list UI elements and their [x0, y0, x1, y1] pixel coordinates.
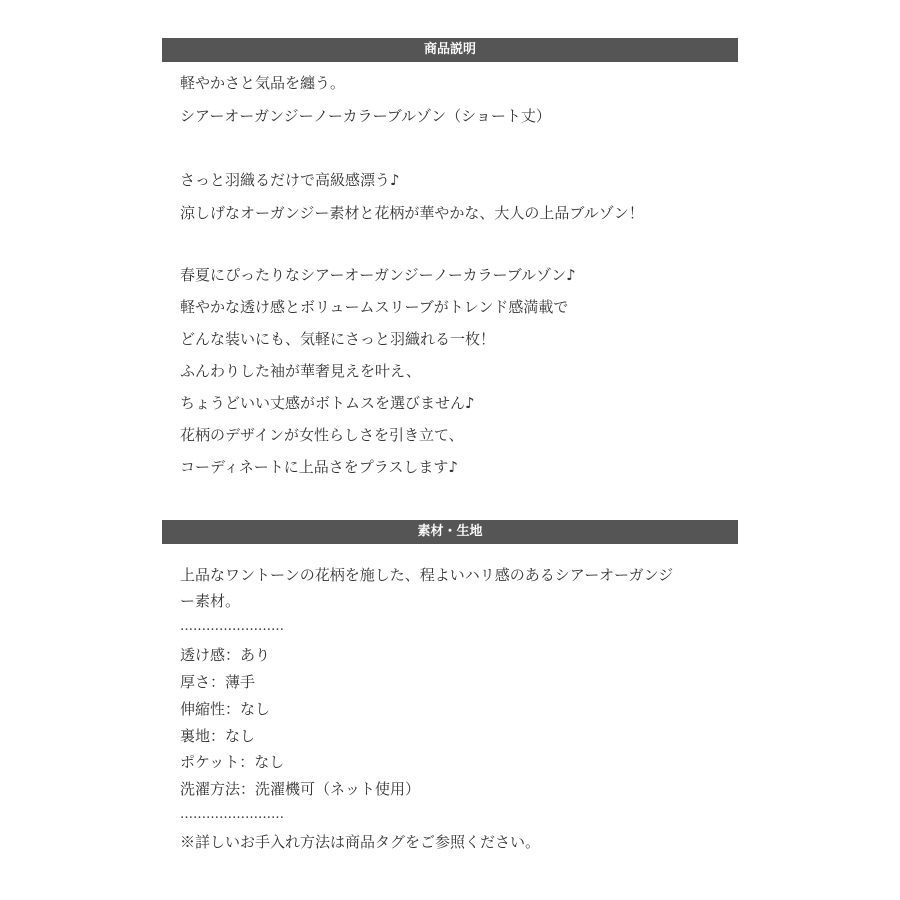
dotted-divider: …………………… — [180, 619, 284, 634]
description-line: どんな装いにも、気軽にさっと羽織れる一枚！ — [180, 330, 496, 348]
description-line: 軽やかな透け感とボリュームスリーブがトレンド感満載で — [180, 298, 569, 316]
care-note: ※詳しいお手入れ方法は商品タグをご参照ください。 — [180, 833, 541, 851]
description-line: 春夏にぴったりなシアーオーガンジーノーカラーブルゾン♪ — [180, 266, 576, 284]
spec-item: ポケット：なし — [180, 753, 285, 771]
dotted-divider: …………………… — [180, 807, 284, 822]
section-header-material: 素材・生地 — [162, 520, 738, 544]
description-line: さっと羽織るだけで高級感漂う♪ — [180, 171, 400, 189]
section-header-description: 商品説明 — [162, 38, 738, 62]
description-line: シアーオーガンジーノーカラーブルゾン（ショート丈） — [180, 107, 551, 125]
spec-item: 伸縮性：なし — [180, 700, 271, 718]
description-line: 軽やかさと気品を纏う。 — [180, 74, 346, 92]
description-line: 涼しげなオーガンジー素材と花柄が華やかな、大人の上品ブルゾン！ — [180, 204, 644, 222]
description-line: コーディネートに上品さをプラスします♪ — [180, 458, 458, 476]
material-intro-line: ー素材。 — [180, 592, 241, 610]
spec-item: 透け感：あり — [180, 646, 271, 664]
description-line: 花柄のデザインが女性らしさを引き立て、 — [180, 426, 464, 444]
material-intro-line: 上品なワントーンの花柄を施した、程よいハリ感のあるシアーオーガンジ — [180, 566, 674, 584]
spec-item: 洗濯方法：洗濯機可（ネット使用） — [180, 780, 421, 798]
description-line: ちょうどいい丈感がボトムスを選びません♪ — [180, 394, 475, 412]
spec-item: 裏地：なし — [180, 727, 256, 745]
description-line: ふんわりした袖が華奢見えを叶え、 — [180, 362, 421, 380]
spec-item: 厚さ：薄手 — [180, 673, 256, 691]
